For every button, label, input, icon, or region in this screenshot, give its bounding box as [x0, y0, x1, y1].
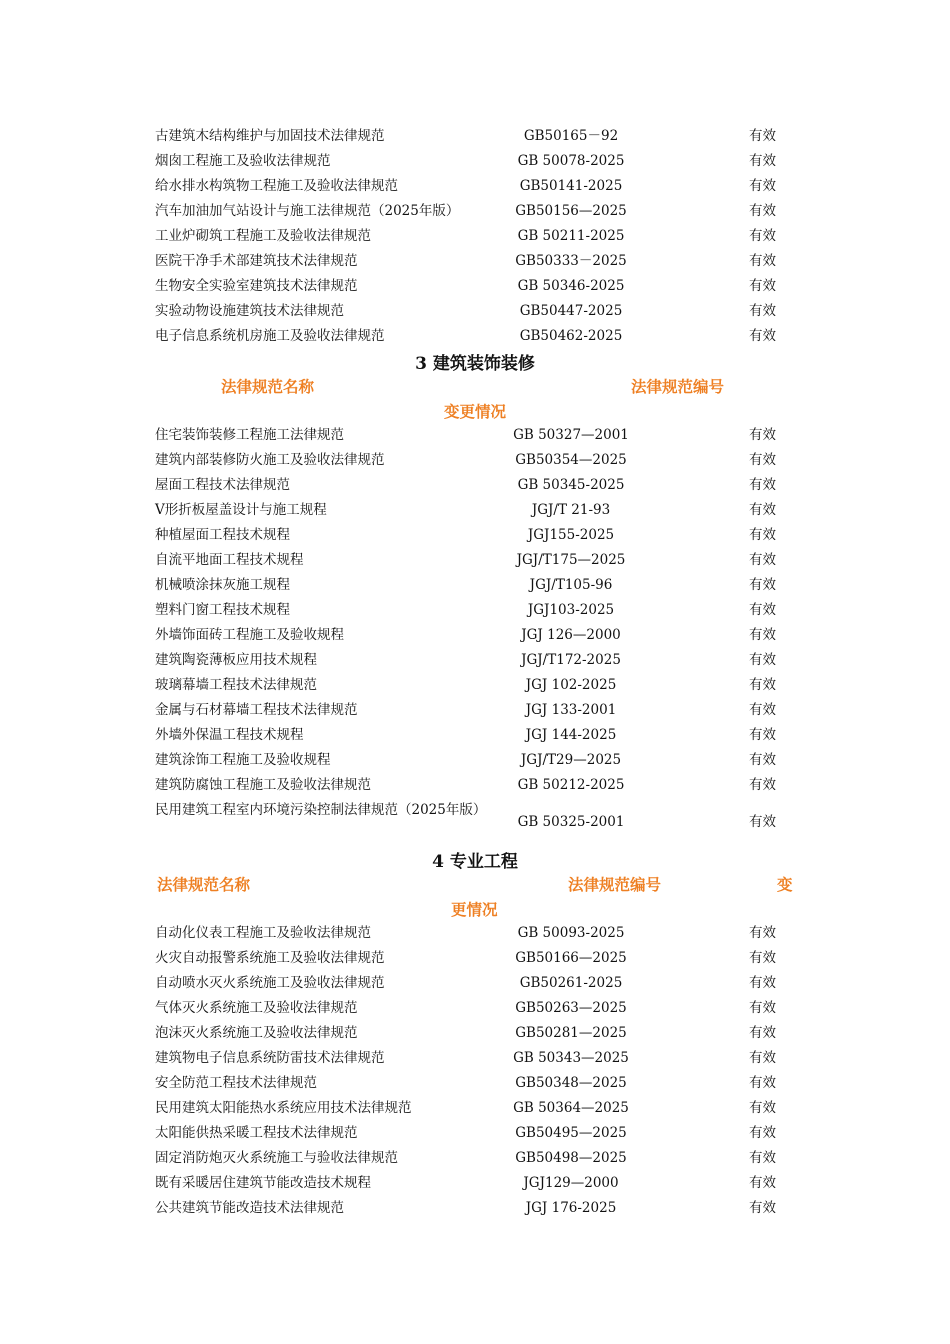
- standard-code: GB50263—2025: [515, 1000, 627, 1016]
- standard-code: GB50261-2025: [519, 975, 623, 991]
- standard-name: 安全防范工程技术法律规范: [155, 1075, 317, 1091]
- table-row: [0, 199, 950, 224]
- standard-code: JGJ 133-2001: [525, 702, 617, 718]
- table-row: [0, 548, 950, 573]
- section-3-header-code: 法律规范编号: [631, 377, 725, 396]
- table-row: [0, 648, 950, 673]
- table-row: [0, 1021, 950, 1046]
- table-row: [0, 921, 950, 946]
- table-row: [0, 1146, 950, 1171]
- standard-status: 有效: [749, 1000, 776, 1016]
- table-row: [0, 473, 950, 498]
- standard-name: 自动化仪表工程施工及验收法律规范: [155, 925, 371, 941]
- standard-code: JGJ103-2025: [527, 602, 615, 618]
- standard-name: 屋面工程技术法律规范: [155, 477, 290, 493]
- standard-code: GB50141-2025: [519, 178, 623, 194]
- table-row: [0, 149, 950, 174]
- table-row: [0, 1121, 950, 1146]
- section-4-header-status-part1: 变: [777, 875, 793, 894]
- table-row: [0, 224, 950, 249]
- table-row: [0, 498, 950, 523]
- standard-status: 有效: [749, 925, 776, 941]
- standard-status: 有效: [749, 477, 776, 493]
- standard-name: 既有采暖居住建筑节能改造技术规程: [155, 1175, 371, 1191]
- table-row: [0, 423, 950, 448]
- standard-code: GB 50211-2025: [517, 228, 625, 244]
- standard-code: JGJ 176-2025: [525, 1200, 617, 1216]
- table-row: [0, 523, 950, 548]
- standard-status: 有效: [749, 1125, 776, 1141]
- section-4-header-name: 法律规范名称: [157, 875, 251, 894]
- table-row: [0, 773, 950, 798]
- standard-code: JGJ129—2000: [523, 1175, 619, 1191]
- standard-status: 有效: [749, 452, 776, 468]
- standard-status: 有效: [749, 814, 776, 830]
- standard-code: GB50354—2025: [515, 452, 627, 468]
- standard-code: GB50165－92: [523, 128, 619, 144]
- standard-status: 有效: [749, 652, 776, 668]
- standard-code: GB 50212-2025: [517, 777, 625, 793]
- standard-name: 实验动物设施建筑技术法律规范: [155, 303, 344, 319]
- standard-status: 有效: [749, 702, 776, 718]
- standard-status: 有效: [749, 552, 776, 568]
- standard-code: JGJ/T29—2025: [520, 752, 622, 768]
- standard-name: 住宅装饰装修工程施工法律规范: [155, 427, 344, 443]
- standard-name: 工业炉砌筑工程施工及验收法律规范: [155, 228, 371, 244]
- standard-code: GB50462-2025: [519, 328, 623, 344]
- standard-code: GB 50343—2025: [513, 1050, 629, 1066]
- standard-name: 医院干净手术部建筑技术法律规范: [155, 253, 358, 269]
- table-row: [0, 324, 950, 349]
- standard-name: 种植屋面工程技术规程: [155, 527, 290, 543]
- standard-code: GB 50093-2025: [517, 925, 625, 941]
- section-4-header-code: 法律规范编号: [568, 875, 662, 894]
- table-row: [0, 124, 950, 149]
- standard-code: JGJ 144-2025: [525, 727, 617, 743]
- standard-code: JGJ 126—2000: [521, 627, 621, 643]
- standard-code: JGJ/T105-96: [529, 577, 613, 593]
- table-row: [0, 299, 950, 324]
- standard-code: JGJ 102-2025: [525, 677, 617, 693]
- standard-name: 外墙饰面砖工程施工及验收规程: [155, 627, 344, 643]
- table-row: [0, 174, 950, 199]
- standard-status: 有效: [749, 502, 776, 518]
- table-row: [0, 946, 950, 971]
- table-row: [0, 1046, 950, 1071]
- standard-name: 公共建筑节能改造技术法律规范: [155, 1200, 344, 1216]
- standard-code: JGJ/T 21-93: [531, 502, 611, 518]
- standard-name: 民用建筑太阳能热水系统应用技术法律规范: [155, 1100, 412, 1116]
- standard-status: 有效: [749, 1200, 776, 1216]
- standard-name: 机械喷涂抹灰施工规程: [155, 577, 290, 593]
- standard-name: 民用建筑工程室内环境污染控制法律规范（2025年版）: [155, 802, 487, 818]
- standard-status: 有效: [749, 178, 776, 194]
- table-row: [0, 623, 950, 648]
- standard-name: 建筑内部装修防火施工及验收法律规范: [155, 452, 385, 468]
- standard-status: 有效: [749, 278, 776, 294]
- standard-status: 有效: [749, 328, 776, 344]
- standard-status: 有效: [749, 1150, 776, 1166]
- standard-name: 外墙外保温工程技术规程: [155, 727, 304, 743]
- standard-code: GB50166—2025: [515, 950, 627, 966]
- standard-status: 有效: [749, 1050, 776, 1066]
- standard-name: 自动喷水灭火系统施工及验收法律规范: [155, 975, 385, 991]
- standard-code: GB50447-2025: [519, 303, 623, 319]
- standard-status: 有效: [749, 427, 776, 443]
- standard-status: 有效: [749, 975, 776, 991]
- table-row: [0, 448, 950, 473]
- standard-code: GB 50346-2025: [517, 278, 625, 294]
- standard-code: JGJ/T172-2025: [521, 652, 621, 668]
- standard-status: 有效: [749, 727, 776, 743]
- standard-name: 建筑防腐蚀工程施工及验收法律规范: [155, 777, 371, 793]
- section-3-header-status: 变更情况: [443, 402, 506, 421]
- standard-name: 生物安全实验室建筑技术法律规范: [155, 278, 358, 294]
- standard-name: 建筑陶瓷薄板应用技术规程: [155, 652, 317, 668]
- table-row: [0, 723, 950, 748]
- table-row: [0, 996, 950, 1021]
- standard-status: 有效: [749, 1175, 776, 1191]
- standard-name: 自流平地面工程技术规程: [155, 552, 304, 568]
- standard-name: 泡沫灭火系统施工及验收法律规范: [155, 1025, 358, 1041]
- standard-code: JGJ/T175—2025: [516, 552, 626, 568]
- standard-code: GB 50325-2001: [517, 814, 625, 830]
- standard-status: 有效: [749, 1075, 776, 1091]
- standard-status: 有效: [749, 752, 776, 768]
- standard-name: 建筑物电子信息系统防雷技术法律规范: [155, 1050, 385, 1066]
- standard-code: JGJ155-2025: [527, 527, 615, 543]
- standard-status: 有效: [749, 1100, 776, 1116]
- standard-code: GB50498—2025: [515, 1150, 627, 1166]
- standard-name: 固定消防炮灭火系统施工与验收法律规范: [155, 1150, 398, 1166]
- standard-code: GB 50364—2025: [513, 1100, 629, 1116]
- standard-code: GB50281—2025: [515, 1025, 627, 1041]
- table-row: [0, 249, 950, 274]
- standard-status: 有效: [749, 777, 776, 793]
- standard-name: 金属与石材幕墙工程技术法律规范: [155, 702, 358, 718]
- table-row: [0, 1171, 950, 1196]
- standard-name: V形折板屋盖设计与施工规程: [155, 502, 327, 518]
- standard-name: 太阳能供热采暖工程技术法律规范: [155, 1125, 358, 1141]
- table-row: [0, 673, 950, 698]
- standard-name: 给水排水构筑物工程施工及验收法律规范: [155, 178, 398, 194]
- standard-code: GB50333－2025: [515, 253, 627, 269]
- standard-status: 有效: [749, 228, 776, 244]
- table-row: [0, 598, 950, 623]
- standard-code: GB 50345-2025: [517, 477, 625, 493]
- standard-code: GB50495—2025: [515, 1125, 627, 1141]
- standard-name: 古建筑木结构维护与加固技术法律规范: [155, 128, 385, 144]
- standard-code: GB50348—2025: [515, 1075, 627, 1091]
- section-4-header-status-part2: 更情况: [451, 900, 498, 919]
- standard-status: 有效: [749, 677, 776, 693]
- table-row: [0, 1071, 950, 1096]
- standard-status: 有效: [749, 203, 776, 219]
- standard-name: 气体灭火系统施工及验收法律规范: [155, 1000, 358, 1016]
- standard-status: 有效: [749, 303, 776, 319]
- standard-name: 塑料门窗工程技术规程: [155, 602, 290, 618]
- standard-name: 玻璃幕墙工程技术法律规范: [155, 677, 317, 693]
- table-row: [0, 1096, 950, 1121]
- standard-name: 电子信息系统机房施工及验收法律规范: [155, 328, 385, 344]
- standard-code: GB 50327—2001: [513, 427, 629, 443]
- section-3-header-name: 法律规范名称: [221, 377, 315, 396]
- section-3-title: 3 建筑装饰装修: [415, 354, 535, 374]
- table-row: [0, 748, 950, 773]
- standard-code: GB 50078-2025: [517, 153, 625, 169]
- table-row: [0, 573, 950, 598]
- standard-name: 汽车加油加气站设计与施工法律规范（2025年版）: [155, 203, 460, 219]
- standard-status: 有效: [749, 153, 776, 169]
- standard-name: 火灾自动报警系统施工及验收法律规范: [155, 950, 385, 966]
- standard-status: 有效: [749, 1025, 776, 1041]
- section-4-title: 4 专业工程: [432, 852, 518, 872]
- standard-name: 建筑涂饰工程施工及验收规程: [155, 752, 331, 768]
- standard-code: GB50156—2025: [515, 203, 627, 219]
- table-row: [0, 698, 950, 723]
- standard-status: 有效: [749, 128, 776, 144]
- standard-status: 有效: [749, 577, 776, 593]
- standard-status: 有效: [749, 527, 776, 543]
- table-row: [0, 798, 950, 848]
- table-row: [0, 971, 950, 996]
- standard-status: 有效: [749, 627, 776, 643]
- table-row: [0, 274, 950, 299]
- standard-status: 有效: [749, 253, 776, 269]
- standard-status: 有效: [749, 602, 776, 618]
- table-row: [0, 1196, 950, 1221]
- standard-status: 有效: [749, 950, 776, 966]
- standard-name: 烟囱工程施工及验收法律规范: [155, 153, 331, 169]
